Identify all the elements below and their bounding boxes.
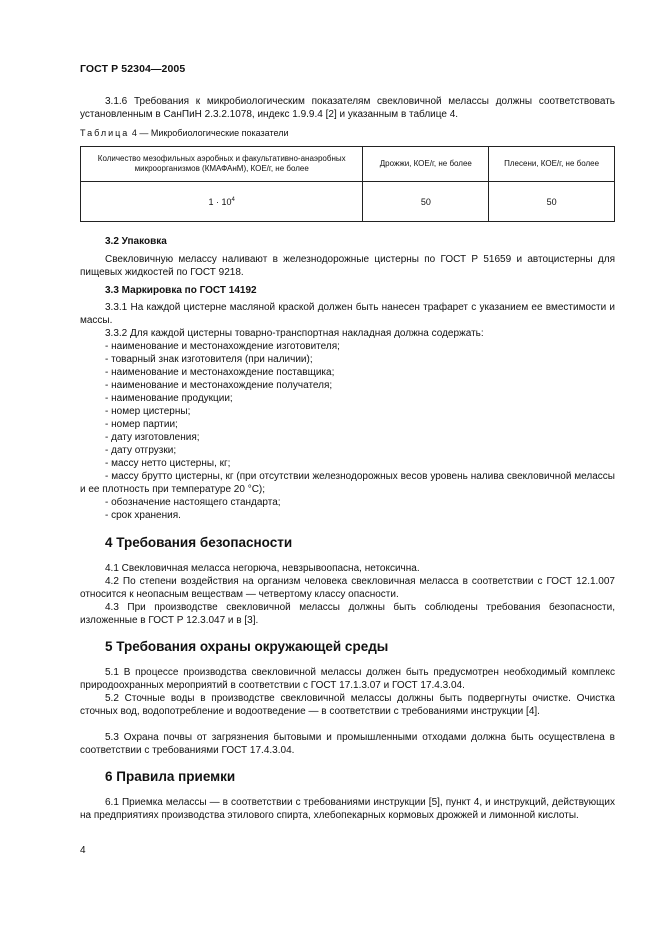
- list-item: - дату изготовления;: [105, 432, 200, 443]
- section-4-title: 4 Требования безопасности: [105, 535, 293, 550]
- list-item: - номер цистерны;: [105, 406, 191, 417]
- list-item: - срок хранения.: [105, 510, 181, 521]
- paragraph-4-1: 4.1 Свекловичная меласса негорюча, невзрывоопасна, нетоксична.: [105, 563, 420, 574]
- list-item: - наименование и местонахождение изготовителя;: [105, 341, 340, 352]
- paragraph-4-3: 4.3 При производстве свекловичной мелассы должны быть соблюдены требования безопасности, изложенные в ГОСТ Р 12.3.047 и в [3].: [80, 602, 615, 626]
- cell-mold: 50: [489, 182, 615, 222]
- list-item-brutto: - массу брутто цистерны, кг (при отсутствии железнодорожных весов уровень налива свекловичной мелассы и ее плотность при температуре 20 °С);: [80, 471, 615, 495]
- cell-yeast: 50: [363, 182, 489, 222]
- header-kmafanm: Количество мезофильных аэробных и факультативно-анаэробных микроорганизмов (КМАФАнМ), КОЕ/г, не более: [81, 147, 363, 182]
- header-yeast: Дрожжи, КОЕ/г, не более: [363, 147, 489, 182]
- paragraph-6-1: 6.1 Приемка мелассы — в соответствии с требованиями инструкции [5], пункт 4, и инструкций, действующих на предприятиях производства этилового спирта, хлебопекарных кормовых дрожжей и лимонной кислоты.: [80, 797, 615, 821]
- cell-kmafanm: $1 \cdot 10^4$: [81, 182, 363, 222]
- document-header: ГОСТ Р 52304—2005: [80, 63, 186, 75]
- paragraph-3-3-2: 3.3.2 Для каждой цистерны товарно-транспортная накладная должна содержать:: [105, 328, 484, 339]
- table-caption-text: 4 — Микробиологические показатели: [131, 128, 289, 138]
- header-mold: Плесени, КОЕ/г, не более: [489, 147, 615, 182]
- list-item: - наименование и местонахождение поставщика;: [105, 367, 335, 378]
- table-row: [81, 182, 615, 222]
- list-item: - наименование продукции;: [105, 393, 233, 404]
- paragraph-5-3: 5.3 Охрана почвы от загрязнения бытовыми и промышленными отходами должна быть осуществлена в соответствии с требованиями ГОСТ 17.4.3.04.: [80, 732, 615, 756]
- list-item: - номер партии;: [105, 419, 178, 430]
- paragraph-4-2: 4.2 По степени воздействия на организм человека свекловичная меласса в соответствии с ГОСТ 12.1.007 относится к неопасным веществам — четвертому классу опасности.: [80, 576, 615, 600]
- paragraph-3-1-6: 3.1.6 Требования к микробиологическим показателям свекловичной мелассы должны соответствовать установленным в СанПиН 2.3.2.1078, индекс 1.9.9.4 [2] и указанным в таблице 4.: [80, 96, 615, 120]
- paragraph-5-1: 5.1 В процессе производства свекловичной мелассы должен быть предусмотрен необходимый комплекс природоохранных мероприятий в соответствии с ГОСТ 17.1.3.07 и ГОСТ 17.4.3.04.: [80, 667, 615, 691]
- page-number: 4: [80, 845, 86, 856]
- list-item: - товарный знак изготовителя (при наличии);: [105, 354, 313, 365]
- subsection-3-3-title: 3.3 Маркировка по ГОСТ 14192: [105, 285, 257, 296]
- table-header-row: [81, 147, 615, 182]
- list-item: - дату отгрузки;: [105, 445, 177, 456]
- subsection-3-2-title: 3.2 Упаковка: [105, 236, 167, 247]
- microbiological-table: [80, 146, 615, 222]
- section-6-title: 6 Правила приемки: [105, 769, 236, 784]
- table-caption: [80, 128, 288, 138]
- table-caption-prefix: Таблица: [80, 128, 130, 138]
- paragraph-5-2: 5.2 Сточные воды в производстве свекловичной мелассы должны быть подвергнуты очистке. Очистка сточных вод, водопотребление и водоотведение — в соответствии с требованиями инструкции [4].: [80, 693, 615, 717]
- list-item: - обозначение настоящего стандарта;: [105, 497, 281, 508]
- list-item: - массу нетто цистерны, кг;: [105, 458, 231, 469]
- list-item: - наименование и местонахождение получателя;: [105, 380, 333, 391]
- section-5-title: 5 Требования охраны окружающей среды: [105, 639, 389, 654]
- paragraph-3-2: Свекловичную мелассу наливают в железнодорожные цистерны по ГОСТ Р 51659 и автоцистерны для пищевых жидкостей по ГОСТ 9218.: [80, 254, 615, 278]
- paragraph-3-3-1: 3.3.1 На каждой цистерне масляной краской должен быть нанесен трафарет с указанием ее вместимости и массы.: [80, 302, 615, 326]
